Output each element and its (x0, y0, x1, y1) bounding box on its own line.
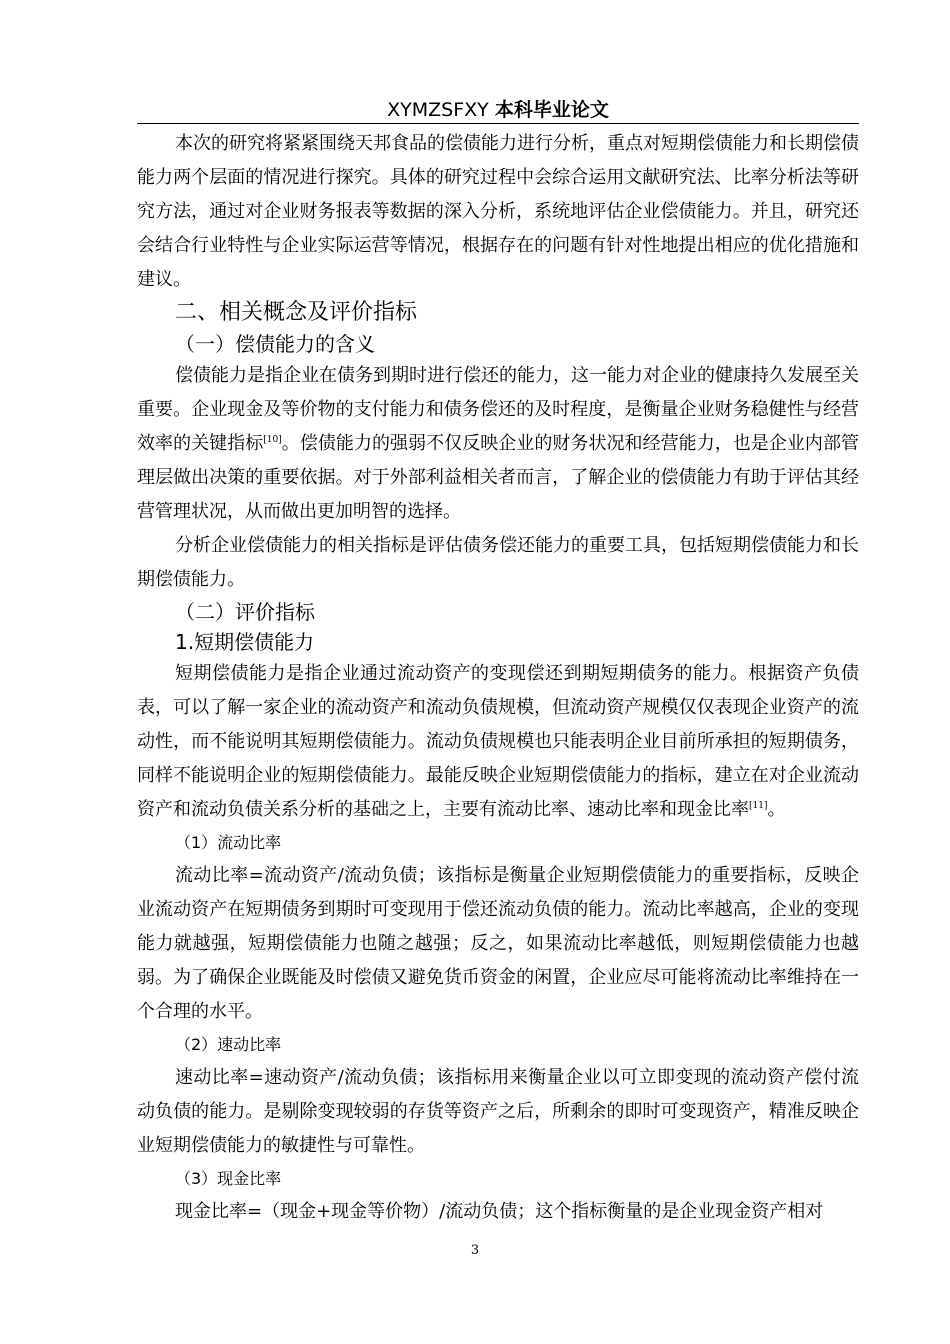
page-header (137, 96, 859, 124)
paragraph-intro: 本次的研究将紧紧围绕天邦食品的偿债能力进行分析，重点对短期偿债能力和长期偿债能力两个层面的情况进行探究。具体的研究过程中会综合运用文献研究法、比率分析法等研究方法，通过对企业财务报表等数据的深入分析，系统地评估企业偿债能力。并且，研究还会结合行业特性与企业实际运营等情况，根据存在的问题有针对性地提出相应的优化措施和建议。 (137, 133, 859, 290)
paragraph-short-term (137, 657, 859, 827)
header-code: XYMZSFXY (387, 99, 489, 121)
subsection-heading-meaning: （一）偿债能力的含义 (175, 332, 375, 356)
section-heading: 二、相关概念及评价指标 (175, 300, 418, 325)
paragraph-quick-ratio: 速动比率=速动资产/流动负债；该指标用来衡量企业以可立即变现的流动资产偿付流动负债的能力。是剔除变现较弱的存货等资产之后，所剩余的即时可变现资产，精准反映企业短期偿债能力的敏捷性与可靠性。 (137, 1067, 859, 1156)
subsection-heading-indicators: （二）评价指标 (175, 600, 315, 624)
paragraph-indicators: 分析企业偿债能力的相关指标是评估债务偿还能力的重要工具，包括短期偿债能力和长期偿债能力。 (137, 535, 859, 590)
paragraph-meaning-part-a: 偿债能力是指企业在债务到期时进行偿还的能力，这一能力对企业的健康持久发展至关重要。企业现金及等价物的支付能力和债务偿还的及时程度，是衡量企业财务稳健性与经营效率的关键指标 (137, 365, 859, 454)
heading-quick-ratio: （2）速动比率 (175, 1035, 282, 1054)
heading-cash-ratio: （3）现金比率 (175, 1169, 282, 1188)
document-body (137, 127, 859, 1229)
citation-11: [11] (749, 801, 768, 811)
header-rule (137, 123, 859, 124)
paragraph-meaning-part-b: 。偿债能力的强弱不仅反映企业的财务状况和经营能力，也是企业内部管理层做出决策的重要依据。对于外部利益相关者而言，了解企业的偿债能力有助于评估其经营管理状况，从而做出更加明智的选择。 (137, 433, 860, 522)
page-number: 3 (470, 1243, 480, 1258)
header-title: 本科毕业论文 (494, 99, 609, 121)
paragraph-cash-ratio: 现金比率=（现金+现金等价物）/流动负债；这个指标衡量的是企业现金资产相对 (175, 1201, 824, 1222)
heading-short-term-solvency: 1.短期偿债能力 (175, 630, 315, 654)
paragraph-meaning (137, 359, 859, 529)
citation-10: [10] (263, 435, 282, 445)
paragraph-current-ratio: 流动比率=流动资产/流动负债；该指标是衡量企业短期偿债能力的重要指标，反映企业流动资产在短期债务到期时可变现用于偿还流动负债的能力。流动比率越高，企业的变现能力就越强，短期偿债能力也随之越强；反之，如果流动比率越低，则短期偿债能力也越弱。为了确保企业既能及时偿债又避免货币资金的闲置，企业应尽可能将流动比率维持在一个合理的水平。 (137, 865, 859, 1022)
paragraph-short-term-part-a: 短期偿债能力是指企业通过流动资产的变现偿还到期短期债务的能力。根据资产负债表，可以了解一家企业的流动资产和流动负债规模，但流动资产规模仅仅表现企业资产的流动性，而不能说明其短期偿债能力。流动负债规模也只能表明企业目前所承担的短期债务，同样不能说明企业的短期偿债能力。最能反映企业短期偿债能力的指标，建立在对企业流动资产和流动负债关系分析的基础之上，主要有流动比率、速动比率和现金比率 (137, 663, 859, 820)
heading-current-ratio: （1）流动比率 (175, 833, 282, 852)
paragraph-short-term-part-b: 。 (767, 799, 786, 820)
